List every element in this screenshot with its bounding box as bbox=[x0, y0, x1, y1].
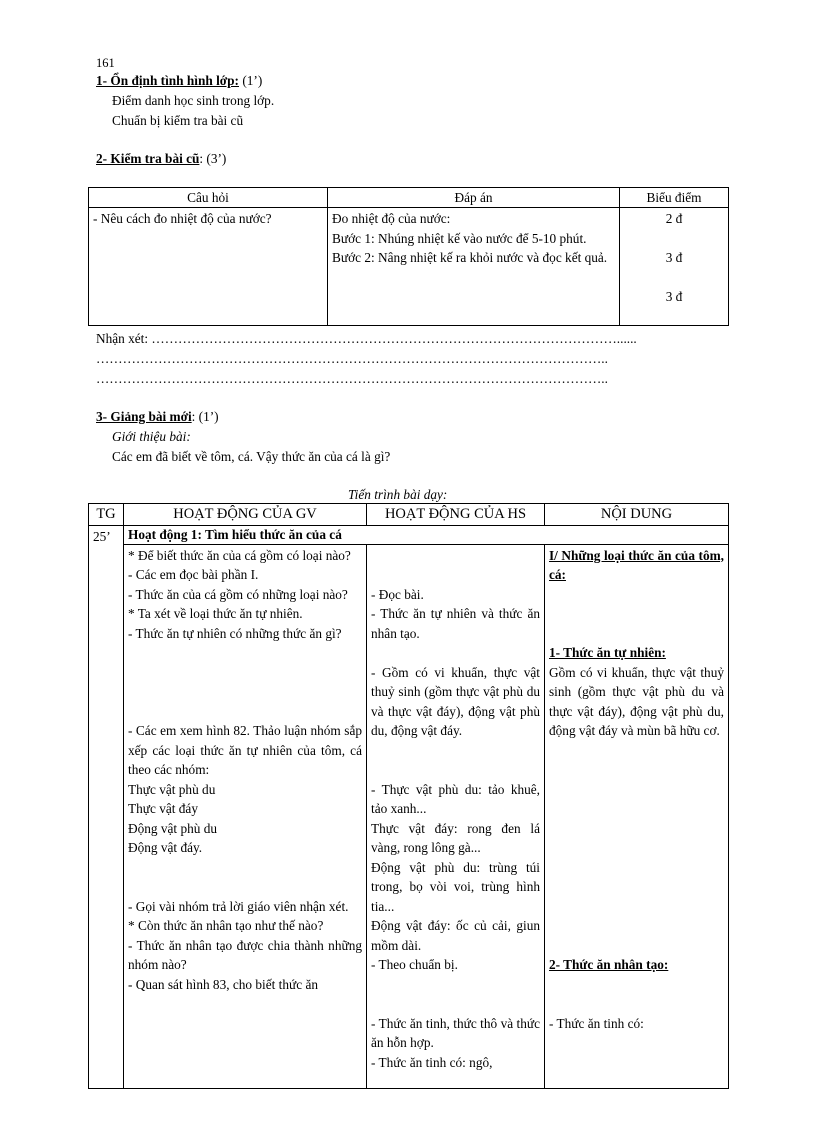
remarks-line-1 bbox=[96, 330, 716, 347]
section-3-time: : (1’) bbox=[191, 409, 219, 424]
lesson-table bbox=[88, 503, 729, 1089]
check-question: - Nêu cách đo nhiệt độ của nước? bbox=[89, 208, 328, 326]
intro-label: Giới thiệu bài: bbox=[112, 429, 191, 444]
hs-item: - Gồm có vi khuẩn, thực vật thuỷ sinh (gồm thực vật phù du và thực vật đáy), động vật phù du, động vật đáy. bbox=[371, 664, 540, 738]
hs-item: - Thức ăn tự nhiên và thức ăn nhân tạo. bbox=[371, 606, 540, 641]
hs-item: - Thức ăn tinh, thức thô và thức ăn hỗn hợp. bbox=[371, 1015, 540, 1050]
check-header-score: Biểu điểm bbox=[620, 188, 729, 208]
section-2-title: 2- Kiểm tra bài cũ bbox=[96, 151, 200, 166]
check-score: 2 đ bbox=[665, 211, 683, 226]
content-heading: I/ Những loại thức ăn của tôm, cá: bbox=[549, 547, 724, 582]
check-score: 3 đ bbox=[665, 289, 683, 304]
gv-item: - Quan sát hình 83, cho biết thức ăn bbox=[128, 976, 318, 992]
check-answer-line: Bước 2: Nâng nhiệt kế ra khỏi nước và đọc kết quả. bbox=[332, 250, 608, 265]
activity-title: Hoạt động 1: Tìm hiểu thức ăn của cá bbox=[124, 526, 729, 545]
gv-column bbox=[124, 544, 367, 1089]
lesson-header-gv: HOẠT ĐỘNG CỦA GV bbox=[124, 504, 367, 526]
section-2-time: : (3’) bbox=[199, 151, 227, 166]
remarks-line-3: …………………………………………………………………………………………………….. bbox=[96, 371, 608, 386]
lesson-header-content: NỘI DUNG bbox=[545, 504, 729, 526]
lesson-time: 25’ bbox=[89, 526, 124, 1089]
progress-title: Tiến trình bài dạy: bbox=[348, 487, 448, 502]
gv-item: - Gọi vài nhóm trả lời giáo viên nhận xét. bbox=[128, 898, 349, 914]
section-1-heading bbox=[96, 72, 262, 89]
gv-item: * Để biết thức ăn của cá gồm có loại nào? bbox=[128, 547, 351, 563]
check-answer bbox=[328, 208, 620, 326]
gv-item: - Thức ăn nhân tạo được chia thành những nhóm nào? bbox=[128, 937, 362, 972]
check-header-answer: Đáp án bbox=[328, 188, 620, 208]
hs-item: - Theo chuẩn bị. bbox=[371, 957, 458, 972]
check-table bbox=[88, 187, 729, 326]
section-3-title: 3- Giảng bài mới bbox=[96, 409, 192, 424]
page-number: 161 bbox=[96, 56, 115, 70]
gv-item: - Các em đọc bài phần I. bbox=[128, 567, 259, 582]
content-item: Gồm có vi khuẩn, thực vật thuỷ sinh (gồm thực vật phù du và thực vật đáy), động vật phù du, động vật đáy và mùn bã hữu cơ. bbox=[549, 664, 724, 738]
gv-item: Động vật đáy. bbox=[128, 840, 203, 855]
lesson-header-hs: HOẠT ĐỘNG CỦA HS bbox=[367, 504, 545, 526]
check-header-question: Câu hỏi bbox=[89, 188, 328, 208]
check-score: 3 đ bbox=[665, 250, 683, 265]
check-answer-line: Bước 1: Nhúng nhiệt kế vào nước để 5-10 phút. bbox=[332, 230, 587, 246]
remarks-label: Nhận xét: bbox=[96, 331, 149, 346]
hs-item: - Đọc bài. bbox=[371, 586, 424, 602]
hs-item: Động vật đáy: ốc củ cải, giun mồm dài. bbox=[371, 918, 540, 953]
hs-item: Động vật phù du: trùng túi trong, bọ vòi voi, trùng hình tia... bbox=[371, 859, 540, 914]
section-1-title: 1- Ổn định tình hình lớp: bbox=[96, 73, 239, 88]
remarks-line-2: …………………………………………………………………………………………………….. bbox=[96, 351, 608, 366]
remarks-dots: ……………………………………………………………………………………………...... bbox=[151, 331, 637, 346]
gv-item: Động vật phù du bbox=[128, 820, 218, 836]
hs-item: Thực vật đáy: rong đen lá vàng, rong lông gà... bbox=[371, 820, 540, 855]
content-column bbox=[545, 544, 729, 1089]
hs-column bbox=[367, 544, 545, 1089]
intro-text: Các em đã biết về tôm, cá. Vậy thức ăn của cá là gì? bbox=[112, 449, 391, 464]
content-subheading: 1- Thức ăn tự nhiên: bbox=[549, 645, 666, 660]
hs-item: - Thực vật phù du: tảo khuê, tảo xanh... bbox=[371, 781, 540, 816]
check-answer-line: Đo nhiệt độ của nước: bbox=[332, 211, 451, 226]
content-item: - Thức ăn tinh có: bbox=[549, 1015, 644, 1031]
gv-item: - Thức ăn của cá gồm có những loại nào? bbox=[128, 586, 348, 602]
gv-item: * Ta xét về loại thức ăn tự nhiên. bbox=[128, 606, 303, 621]
gv-item: Thực vật phù du bbox=[128, 781, 216, 797]
content-subheading: 2- Thức ăn nhân tạo: bbox=[549, 957, 669, 972]
gv-item: - Các em xem hình 82. Thảo luận nhóm sắp xếp các loại thức ăn tự nhiên của tôm, cá theo các nhóm: bbox=[128, 723, 362, 777]
hs-item: - Thức ăn tinh có: ngô, bbox=[371, 1054, 493, 1070]
section-1-time: (1’) bbox=[242, 73, 263, 88]
lesson-header-time: TG bbox=[89, 504, 124, 526]
gv-item: * Còn thức ăn nhân tạo như thế nào? bbox=[128, 918, 324, 933]
section-2-heading bbox=[96, 150, 226, 167]
section-3-heading bbox=[96, 408, 219, 425]
check-scores bbox=[620, 208, 729, 326]
gv-item: - Thức ăn tự nhiên có những thức ăn gì? bbox=[128, 625, 342, 641]
section-1-line-2: Chuẩn bị kiểm tra bài cũ bbox=[112, 113, 244, 128]
gv-item: Thực vật đáy bbox=[128, 801, 198, 816]
section-1-line-1: Điểm danh học sinh trong lớp. bbox=[112, 93, 275, 108]
